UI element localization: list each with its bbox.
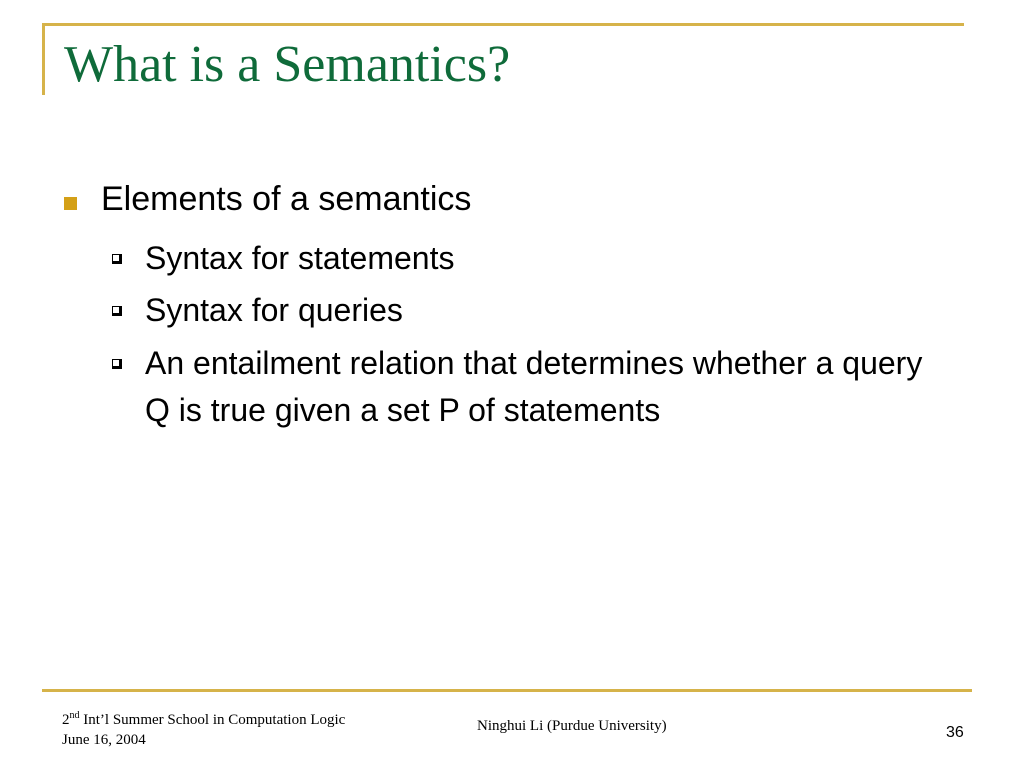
shadowed-square-bullet-icon [112, 254, 122, 264]
filled-square-bullet-icon [64, 197, 77, 210]
footer-event-line [62, 706, 345, 730]
slide-title: What is a Semantics? [64, 36, 511, 93]
footer-date: June 16, 2004 [62, 732, 146, 748]
sub-bullet-text: Syntax for queries [145, 292, 403, 328]
footer-event-name: Int’l Summer School in Computation Logic [79, 712, 346, 728]
footer-event-ordinal: 2 [62, 712, 70, 728]
shadowed-square-bullet-icon [112, 359, 122, 369]
title-frame-top-rule [42, 23, 964, 26]
sub-bullet-text: An entailment relation that determines whether a query Q is true given a set P of statements [145, 345, 923, 428]
footer-rule [42, 689, 972, 692]
footer-event-ordinal-suffix: nd [69, 710, 80, 721]
shadowed-square-bullet-icon [112, 306, 122, 316]
sub-bullet-text: Syntax for statements [145, 240, 455, 276]
footer-author: Ninghui Li (Purdue University) [477, 718, 667, 734]
title-frame-left-rule [42, 23, 45, 95]
page-number: 36 [946, 724, 964, 741]
bullet-text: Elements of a semantics [101, 180, 472, 218]
footer-event [62, 706, 345, 750]
